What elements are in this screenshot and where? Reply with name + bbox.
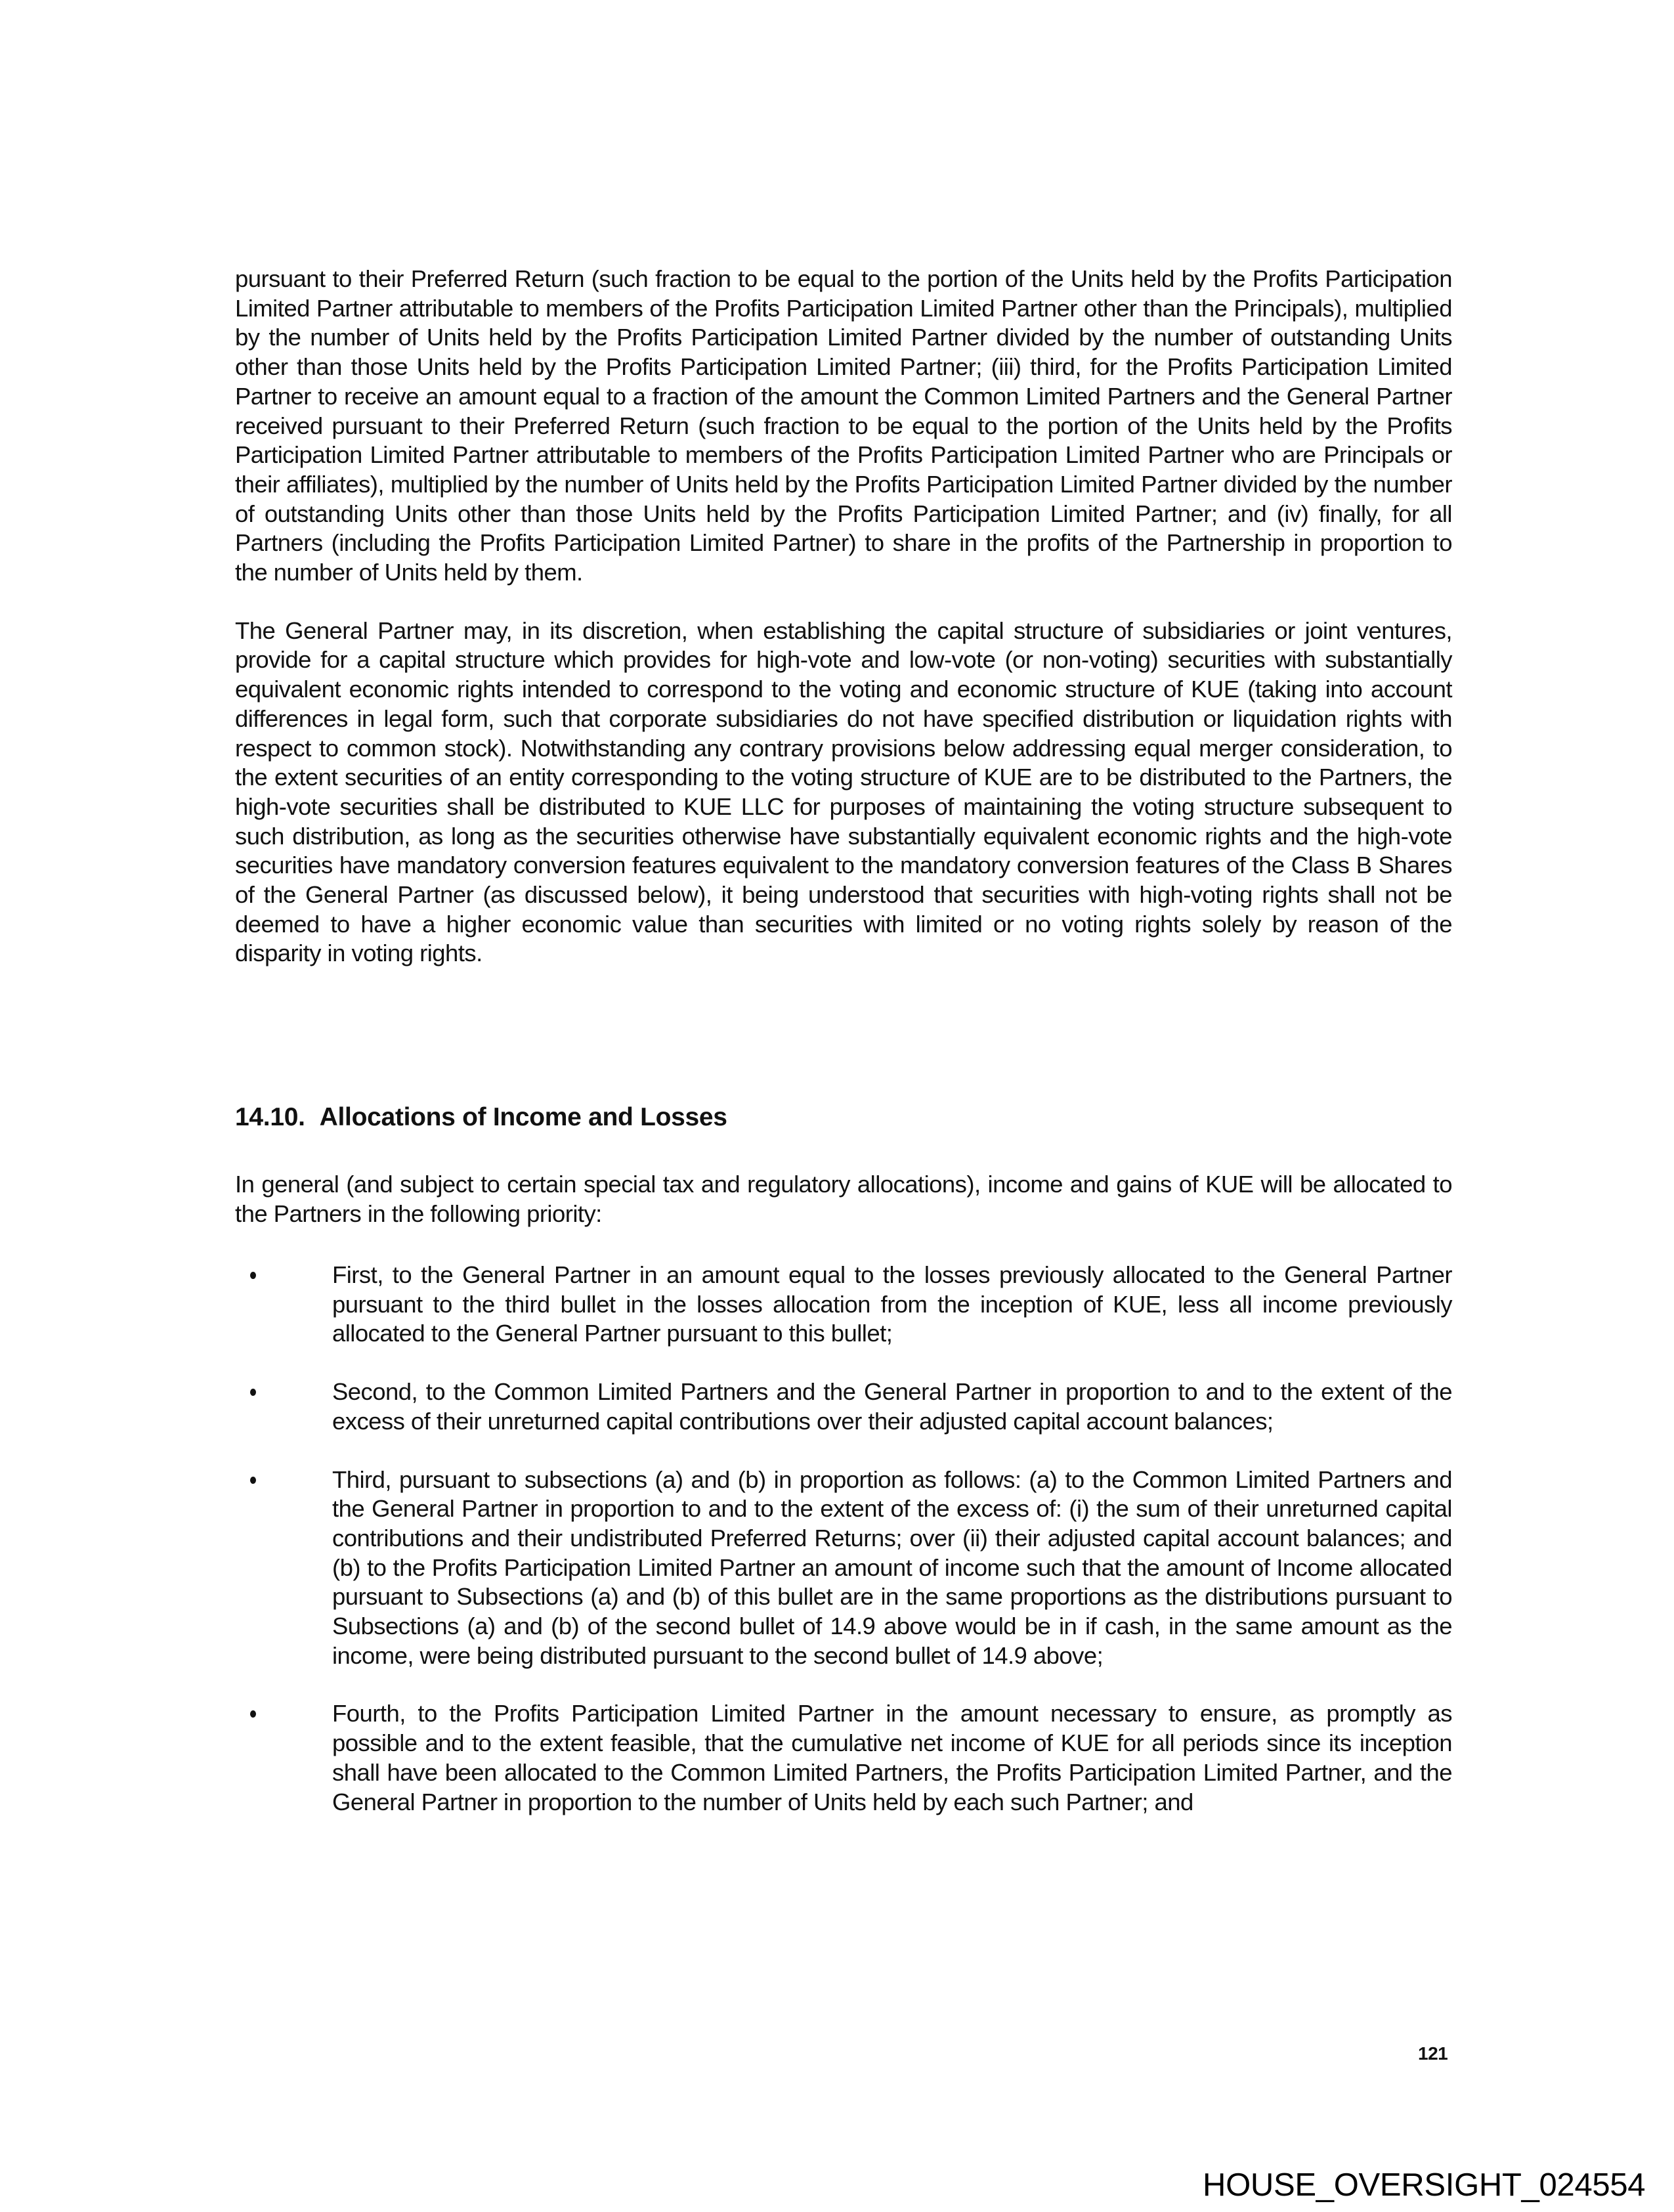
list-item-text: Second, to the Common Limited Partners and the General Partner in proportion to and to the extent of the excess of their unreturned capital contributions over their adjusted capital account balances;: [332, 1378, 1452, 1435]
bullet-icon: [250, 1477, 256, 1484]
list-item-text: First, to the General Partner in an amount equal to the losses previously allocated to the General Partner pursuant to the third bullet in the losses allocation from the inception of KUE, less all income previously allocated to the General Partner pursuant to this bullet;: [332, 1261, 1452, 1347]
allocation-priority-list: [235, 1261, 1452, 1846]
paragraph-preferred-return: pursuant to their Preferred Return (such fraction to be equal to the portion of the Units held by the Profits Participation Limited Partner attributable to members of the Profits Participation Limited Partner other than the Principals), multiplied by the number of Units held by the Profits Participation Limited Partner divided by the number of outstanding Units other than those Units held by the Profits Participation Limited Partner; (iii) third, for the Profits Participation Limited Partner to receive an amount equal to a fraction of the amount the Common Limited Partners and the General Partner received pursuant to their Preferred Return (such fraction to be equal to the portion of the Units held by the Profits Participation Limited Partner attributable to members of the Profits Participation Limited Partner who are Principals or their affiliates), multiplied by the number of Units held by the Profits Participation Limited Partner divided by the number of outstanding Units other than those Units held by the Profits Participation Limited Partner; and (iv) finally, for all Partners (including the Profits Participation Limited Partner) to share in the profits of the Partnership in proportion to the number of Units held by them.: [235, 265, 1452, 586]
list-item: [235, 1699, 1452, 1817]
bullet-icon: [250, 1710, 256, 1718]
list-item: [235, 1465, 1452, 1671]
section-title: Allocations of Income and Losses: [319, 1103, 727, 1131]
paragraph-capital-structure: The General Partner may, in its discretion, when establishing the capital structure of subsidiaries or joint ventures, provide for a capital structure which provides for high-vote and low-vote (or non-voting) securities with substantially equivalent economic rights intended to correspond to the voting and economic structure of KUE (taking into account differences in legal form, such that corporate subsidiaries do not have specified distribution or liquidation rights with respect to common stock). Notwithstanding any contrary provisions below addressing equal merger consideration, to the extent securities of an entity corresponding to the voting structure of KUE are to be distributed to the Partners, the high-vote securities shall be distributed to KUE LLC for purposes of maintaining the voting structure subsequent to such distribution, as long as the securities otherwise have substantially equivalent economic rights and the high-vote securities have mandatory conversion features equivalent to the mandatory conversion features of the Class B Shares of the General Partner (as discussed below), it being understood that securities with high-voting rights shall not be deemed to have a higher economic value than securities with limited or no voting rights solely by reason of the disparity in voting rights.: [235, 617, 1452, 967]
section-heading: [235, 1103, 727, 1132]
intro-paragraph: In general (and subject to certain special tax and regulatory allocations), income and gains of KUE will be allocated to the Partners in the following priority:: [235, 1171, 1452, 1227]
page-number: 121: [1418, 2043, 1448, 2064]
body-text: [235, 265, 1452, 968]
bullet-icon: [250, 1389, 256, 1396]
bullet-icon: [250, 1272, 256, 1279]
list-item-text: Fourth, to the Profits Participation Limited Partner in the amount necessary to ensure, as promptly as possible and to the extent feasible, that the cumulative net income of KUE for all periods since its inception shall have been allocated to the Common Limited Partners, the Profits Participation Limited Partner, and the General Partner in proportion to the number of Units held by each such Partner; and: [332, 1700, 1452, 1815]
section-number: 14.10.: [235, 1103, 305, 1131]
list-item: [235, 1377, 1452, 1436]
section-intro: [235, 1170, 1452, 1228]
bates-number: HOUSE_OVERSIGHT_024554: [1203, 2167, 1646, 2203]
list-item-text: Third, pursuant to subsections (a) and (b) in proportion as follows: (a) to the Common Limited Partners and the General Partner in proportion to and to the extent of the excess of: (i) the sum of their unreturned capital contributions and their undistributed Preferred Returns; over (ii) their adjusted capital account balances; and (b) to the Profits Participation Limited Partner an amount of income such that the amount of Income allocated pursuant to Subsections (a) and (b) of this bullet are in the same proportions as the distributions pursuant to Subsections (a) and (b) of the second bullet of 14.9 above would be in if cash, in the same amount as the income, were being distributed pursuant to the second bullet of 14.9 above;: [332, 1465, 1452, 1669]
list-item: [235, 1261, 1452, 1349]
